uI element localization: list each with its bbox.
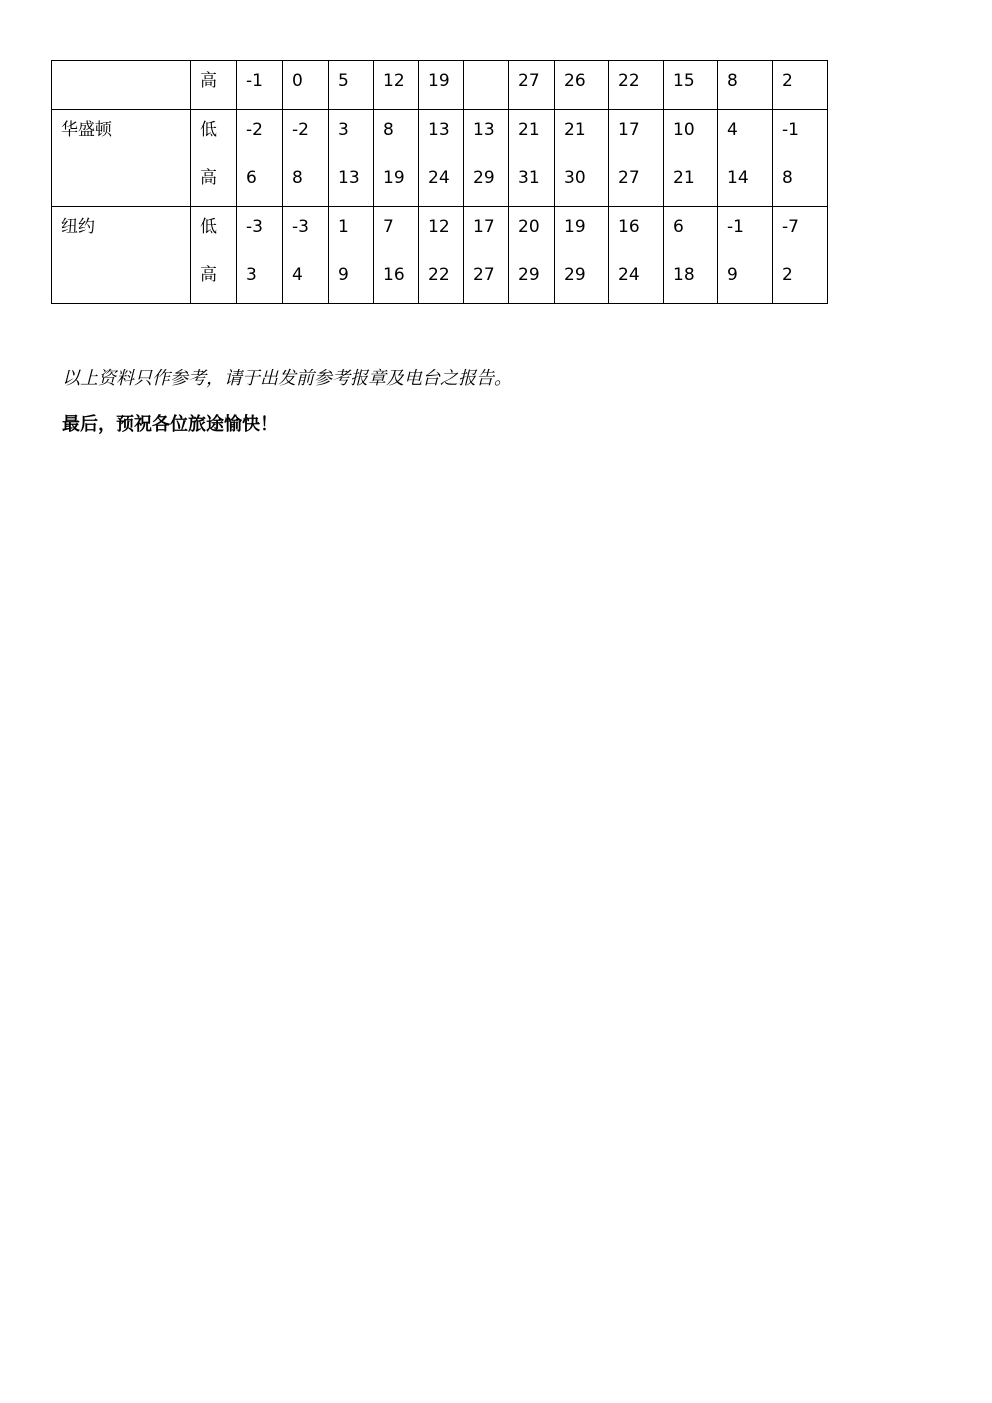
temp-value: 27 (473, 265, 495, 285)
month-temp-cell (773, 110, 828, 207)
temp-value: 17 (618, 120, 640, 140)
temp-value: 29 (564, 265, 586, 285)
month-temp-cell (419, 207, 464, 304)
temp-value: 16 (618, 217, 640, 237)
month-temp-cell (609, 110, 664, 207)
temp-type-cell (191, 61, 237, 110)
temp-value: 12 (383, 71, 405, 91)
temp-type-label: 高 (200, 265, 217, 285)
month-temp-cell (464, 110, 509, 207)
city-name-cell (52, 61, 191, 110)
month-temp-cell (464, 207, 509, 304)
table-row (52, 207, 828, 304)
month-temp-cell (664, 61, 718, 110)
temp-value: 20 (518, 217, 540, 237)
temp-value: 3 (338, 120, 349, 140)
temp-value: -2 (246, 120, 263, 140)
month-temp-cell (464, 61, 509, 110)
month-temp-cell (283, 110, 329, 207)
temp-value: 6 (673, 217, 684, 237)
month-temp-cell (237, 207, 283, 304)
table-row (52, 61, 828, 110)
temp-value: 24 (618, 265, 640, 285)
temp-value: 29 (518, 265, 540, 285)
month-temp-cell (283, 61, 329, 110)
temp-value: 31 (518, 168, 540, 188)
temp-value: -1 (727, 217, 744, 237)
temperature-table (51, 60, 828, 304)
temp-value: 30 (564, 168, 586, 188)
temp-value: -1 (246, 71, 263, 91)
month-temp-cell (664, 207, 718, 304)
temp-value: 22 (428, 265, 450, 285)
month-temp-cell (509, 207, 555, 304)
temp-value: 0 (292, 71, 303, 91)
month-temp-cell (555, 61, 609, 110)
temp-value: 3 (246, 265, 257, 285)
temp-value: 13 (428, 120, 450, 140)
temp-value: 2 (782, 71, 793, 91)
table-body (52, 61, 828, 304)
month-temp-cell (237, 61, 283, 110)
month-temp-cell (374, 207, 419, 304)
temp-value: 8 (292, 168, 303, 188)
month-temp-cell (555, 207, 609, 304)
temp-value: 1 (338, 217, 349, 237)
temp-type-cell (191, 110, 237, 207)
month-temp-cell (718, 207, 773, 304)
temp-value: 21 (564, 120, 586, 140)
temp-value: 13 (473, 120, 495, 140)
temp-value: 14 (727, 168, 749, 188)
temp-type-label: 低 (200, 120, 217, 140)
temp-value: 19 (564, 217, 586, 237)
table-row (52, 110, 828, 207)
temp-value: 15 (673, 71, 695, 91)
month-temp-cell (555, 110, 609, 207)
temp-type-label: 高 (200, 71, 217, 91)
city-name-cell: 纽约 (52, 207, 191, 304)
temp-value: 26 (564, 71, 586, 91)
temp-value: 24 (428, 168, 450, 188)
temp-value: -1 (782, 120, 799, 140)
temp-value (464, 61, 508, 109)
month-temp-cell (374, 110, 419, 207)
temp-type-label: 低 (200, 217, 217, 237)
temp-value: 29 (473, 168, 495, 188)
temp-value: 21 (673, 168, 695, 188)
month-temp-cell (718, 61, 773, 110)
temp-value: 27 (618, 168, 640, 188)
month-temp-cell (419, 61, 464, 110)
month-temp-cell (718, 110, 773, 207)
city-name-cell: 华盛顿 (52, 110, 191, 207)
temp-value: 17 (473, 217, 495, 237)
closing-wish: 最后，预祝各位旅途愉快！ (62, 414, 278, 435)
temp-value: 12 (428, 217, 450, 237)
temp-value: 8 (383, 120, 394, 140)
temp-value: 2 (782, 265, 793, 285)
temp-value: -7 (782, 217, 799, 237)
month-temp-cell (773, 207, 828, 304)
temp-type-cell (191, 207, 237, 304)
temp-type-label: 高 (200, 168, 217, 188)
temp-value: 9 (338, 265, 349, 285)
temp-value: 5 (338, 71, 349, 91)
temp-value: 16 (383, 265, 405, 285)
temp-value: -2 (292, 120, 309, 140)
month-temp-cell (664, 110, 718, 207)
month-temp-cell (609, 61, 664, 110)
temp-value: 7 (383, 217, 394, 237)
month-temp-cell (773, 61, 828, 110)
month-temp-cell (329, 61, 374, 110)
temp-value: -3 (292, 217, 309, 237)
reference-note: 以上资料只作参考，请于出发前参考报章及电台之报告。 (62, 368, 512, 389)
month-temp-cell (609, 207, 664, 304)
temp-value: 9 (727, 265, 738, 285)
temp-value: -3 (246, 217, 263, 237)
month-temp-cell (509, 110, 555, 207)
temp-value: 18 (673, 265, 695, 285)
temp-value: 21 (518, 120, 540, 140)
temp-value: 19 (383, 168, 405, 188)
temp-value: 8 (727, 71, 738, 91)
temp-value: 4 (292, 265, 303, 285)
temp-value: 6 (246, 168, 257, 188)
month-temp-cell (237, 110, 283, 207)
month-temp-cell (509, 61, 555, 110)
month-temp-cell (374, 61, 419, 110)
month-temp-cell (329, 207, 374, 304)
month-temp-cell (283, 207, 329, 304)
month-temp-cell (329, 110, 374, 207)
temp-value: 10 (673, 120, 695, 140)
temp-value: 27 (518, 71, 540, 91)
temp-value: 19 (428, 71, 450, 91)
temp-value: 13 (338, 168, 360, 188)
temp-value: 8 (782, 168, 793, 188)
month-temp-cell (419, 110, 464, 207)
temp-value: 22 (618, 71, 640, 91)
temp-value: 4 (727, 120, 738, 140)
